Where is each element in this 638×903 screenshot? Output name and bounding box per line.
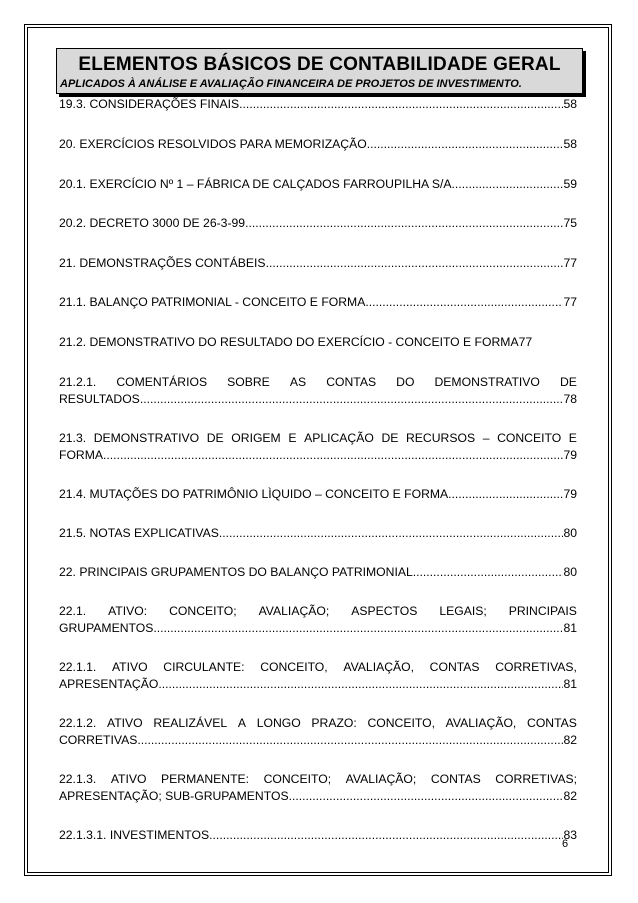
toc-entry-20-2[interactable]: [59, 215, 577, 232]
toc-entry-21-5[interactable]: [59, 525, 577, 542]
toc-word: CONTAS: [430, 772, 481, 786]
toc-entry-page: 78: [563, 392, 577, 406]
toc-entry-page: 58: [563, 137, 577, 151]
toc-word: 21.3.: [59, 431, 87, 445]
toc-word: CONTAS: [429, 660, 480, 674]
toc-entry-title: 22.1.3.1. INVESTIMENTOS: [59, 828, 210, 842]
toc-entry-page: 82: [563, 733, 577, 747]
toc-word: AVALIAÇÃO,: [343, 660, 415, 674]
toc-entry-title: [59, 374, 577, 391]
toc-word: CONCEITO,: [260, 660, 328, 674]
toc-leader-dots: [239, 96, 563, 113]
toc-word: CORRETIVAS;: [495, 772, 577, 786]
toc-entry-title: [59, 659, 577, 676]
header-subtitle: APLICADOS À ANÁLISE E AVALIAÇÃO FINANCEIRA DE PROJETOS DE INVESTIMENTO.: [60, 78, 522, 90]
toc-entry-title: 21.5. NOTAS EXPLICATIVAS: [59, 526, 219, 540]
toc-leader-dots: [448, 486, 563, 503]
toc-word: AVALIAÇÃO,: [445, 716, 517, 730]
toc-word: PRINCIPAIS: [508, 604, 577, 618]
toc-leader-dots: [153, 620, 563, 637]
toc-word: DEMONSTRATIVO: [434, 375, 540, 389]
toc-word: 22.1.3.: [59, 772, 97, 786]
toc-entry-page: 83: [563, 828, 577, 842]
toc-word: AS: [289, 375, 307, 389]
toc-entry-22-1-2[interactable]: [59, 715, 577, 749]
toc-word: ATIVO: [106, 716, 143, 730]
toc-entry-21-1[interactable]: [59, 294, 577, 311]
toc-entry-page: 79: [563, 448, 577, 462]
toc-entry-page: 82: [563, 789, 577, 803]
toc-word: CONCEITO,: [367, 716, 435, 730]
toc-entry-21[interactable]: [59, 255, 577, 272]
toc-entry-title: [59, 771, 577, 788]
header-title: ELEMENTOS BÁSICOS DE CONTABILIDADE GERAL: [78, 54, 561, 75]
toc-leader-dots: [367, 136, 564, 153]
toc-leader-dots: [413, 564, 564, 581]
document-header: [56, 48, 583, 94]
toc-entry-22-1-3-1[interactable]: [59, 827, 577, 844]
toc-word: CONCEITO: [497, 431, 562, 445]
toc-word: A: [237, 716, 246, 730]
toc-word: 22.1.: [59, 604, 87, 618]
toc-entry-page: 79: [563, 487, 577, 501]
toc-word: AVALIAÇÃO;: [258, 604, 330, 618]
toc-word: PERMANENTE:: [161, 772, 250, 786]
toc-word: ATIVO: [110, 772, 147, 786]
toc-entry-21-3[interactable]: [59, 430, 577, 464]
toc-leader-dots: [245, 215, 563, 232]
toc-entry-21-2[interactable]: [59, 334, 577, 351]
toc-entry-20[interactable]: [59, 136, 577, 153]
toc-entry-page: 59: [563, 177, 577, 191]
toc-word: LEGAIS;: [439, 604, 487, 618]
toc-word: APLICAÇÃO: [304, 431, 374, 445]
toc-word: CONTAS: [527, 716, 577, 730]
toc-word: E: [288, 431, 297, 445]
toc-entry-title: [59, 603, 577, 620]
toc-entry-page: 77: [518, 335, 533, 349]
toc-entry-page: 80: [563, 526, 577, 540]
toc-word: CORRETIVAS,: [495, 660, 577, 674]
toc-word: ATIVO: [111, 660, 148, 674]
toc-entry-21-4[interactable]: [59, 486, 577, 503]
toc-leader-dots: [103, 447, 563, 464]
toc-entry-title: 20.2. DECRETO 3000 DE 26-3-99: [59, 216, 246, 230]
toc-entry-page: 58: [563, 97, 577, 111]
toc-word: ORIGEM: [231, 431, 281, 445]
toc-word: CONCEITO;: [263, 772, 332, 786]
toc-word: DEMONSTRATIVO: [93, 431, 200, 445]
toc-entry-page: 77: [563, 295, 577, 309]
toc-leader-dots: [158, 676, 563, 693]
toc-entry-title: 20.1. EXERCÍCIO Nº 1 – FÁBRICA DE CALÇADOS FARROUPILHA S/A: [59, 177, 452, 191]
toc-word: 22.1.2.: [59, 716, 97, 730]
toc-word: RECURSOS: [406, 431, 476, 445]
toc-entry-title-cont: GRUPAMENTOS: [59, 621, 154, 635]
toc-word: –: [482, 431, 490, 445]
toc-leader-dots: [137, 732, 563, 749]
toc-entry-page: 75: [563, 216, 577, 230]
toc-entry-page: 77: [563, 256, 577, 270]
toc-leader-dots: [140, 391, 564, 408]
toc-entry-title: 21.2. DEMONSTRATIVO DO RESULTADO DO EXERCÍCIO - CONCEITO E FORMA: [59, 335, 519, 349]
toc-entry-page: 81: [563, 621, 577, 635]
toc-entry-title-cont: APRESENTAÇÃO: [59, 677, 159, 691]
toc-word: PRAZO:: [311, 716, 357, 730]
toc-word: AVALIAÇÃO;: [345, 772, 417, 786]
toc-word: DE: [381, 431, 399, 445]
toc-entry-22-1[interactable]: [59, 603, 577, 637]
toc-word: ATIVO:: [108, 604, 148, 618]
toc-word: DO: [396, 375, 415, 389]
toc-word: LONGO: [256, 716, 301, 730]
toc-word: DE: [559, 375, 577, 389]
toc-entry-title: 21.4. MUTAÇÕES DO PATRIMÔNIO LÌQUIDO – CONCEITO E FORMA: [59, 487, 449, 501]
toc-word: CONCEITO;: [169, 604, 237, 618]
toc-entry-page: 81: [563, 677, 577, 691]
toc-leader-dots: [209, 827, 563, 844]
toc-entry-title: [59, 715, 577, 732]
toc-leader-dots: [266, 255, 564, 272]
toc-entry-title: 21. DEMONSTRAÇÕES CONTÁBEIS: [59, 256, 266, 270]
toc-entry-title: 20. EXERCÍCIOS RESOLVIDOS PARA MEMORIZAÇÃO: [59, 137, 367, 151]
toc-word: DE: [206, 431, 224, 445]
toc-leader-dots: [452, 176, 564, 193]
toc-word: 22.1.1.: [59, 660, 97, 674]
page-number: 6: [562, 838, 569, 850]
toc-entry-title-cont: CORRETIVAS: [59, 733, 138, 747]
toc-leader-dots: [365, 294, 563, 311]
toc-word: E: [568, 431, 577, 445]
toc-entry-title: [59, 430, 577, 447]
toc-entry-title-cont: APRESENTAÇÃO; SUB-GRUPAMENTOS: [59, 789, 289, 803]
toc-word: SOBRE: [227, 375, 270, 389]
toc-word: REALIZÁVEL: [153, 716, 228, 730]
toc-leader-dots: [219, 525, 564, 542]
toc-leader-dots: [289, 788, 564, 805]
toc-word: ASPECTOS: [351, 604, 418, 618]
toc-entry-19-3[interactable]: [59, 96, 577, 113]
toc-entry-20-1[interactable]: [59, 176, 577, 193]
toc-word: COMENTÁRIOS: [116, 375, 208, 389]
toc-entry-21-2-1[interactable]: [59, 374, 577, 408]
toc-word: 21.2.1.: [59, 375, 97, 389]
toc-entry-title: 21.1. BALANÇO PATRIMONIAL - CONCEITO E FORMA: [59, 295, 366, 309]
toc-entry-title: 22. PRINCIPAIS GRUPAMENTOS DO BALANÇO PATRIMONIAL: [59, 565, 413, 579]
toc-entry-title-cont: FORMA: [59, 448, 104, 462]
toc-word: CIRCULANTE:: [163, 660, 245, 674]
toc-entry-title-cont: RESULTADOS: [59, 392, 140, 406]
toc-entry-22-1-3[interactable]: [59, 771, 577, 805]
toc-word: CONTAS: [326, 375, 377, 389]
toc-entry-page: 80: [563, 565, 577, 579]
toc-entry-22[interactable]: [59, 564, 577, 581]
toc-entry-22-1-1[interactable]: [59, 659, 577, 693]
toc-entry-title: 19.3. CONSIDERAÇÕES FINAIS: [59, 97, 240, 111]
